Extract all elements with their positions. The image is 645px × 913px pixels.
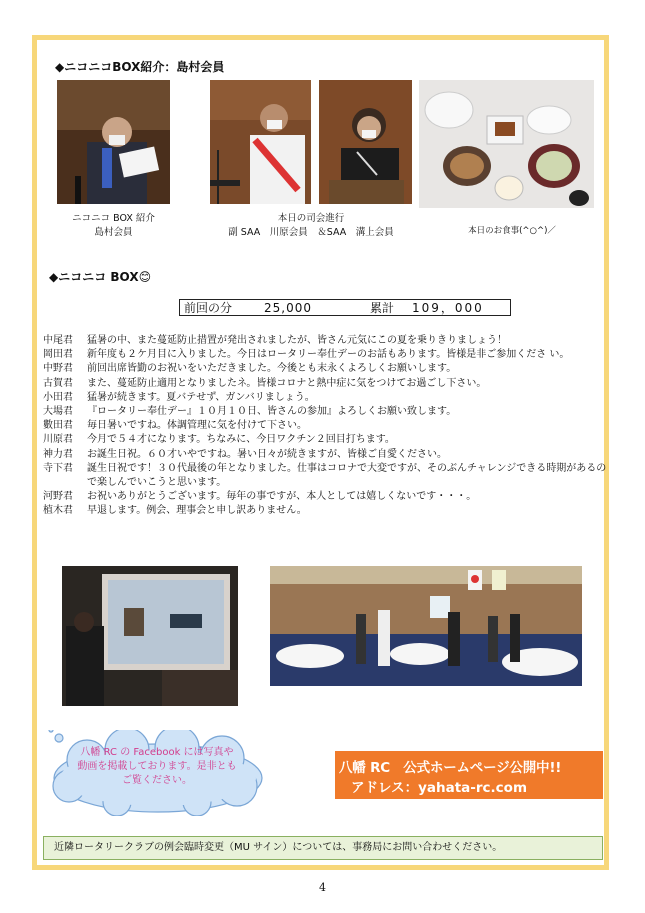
entry-name: 神力君 bbox=[43, 448, 73, 460]
list-item bbox=[43, 419, 608, 433]
entry-name: 寺下君 bbox=[43, 462, 73, 474]
totals-cum-label: 累計 bbox=[370, 301, 395, 315]
entry-text: 早退します。例会、理事会と申し訳ありません。 bbox=[87, 505, 307, 517]
entry-text: 猛暑の中、また蔓延防止措置が発出されましたが、皆さん元気にこの夏を乗りきりましょう！ bbox=[87, 335, 507, 346]
list-item bbox=[43, 348, 608, 362]
entry-name: 數田君 bbox=[43, 420, 73, 432]
list-item bbox=[43, 490, 608, 504]
notice-bar: 近隣ロータリークラブの例会臨時変更（MU サイン）については、事務局にお問い合わせください。 bbox=[43, 836, 603, 860]
photo-mc-mizokami bbox=[319, 80, 412, 204]
list-item bbox=[43, 362, 608, 376]
caption-right: 本日のお食事(^○^)／ bbox=[468, 226, 556, 236]
photo-mc-kawahara bbox=[210, 80, 311, 204]
section1-title: ◆ニコニコBOX紹介：島村会員 bbox=[55, 60, 225, 74]
entry-name: 中尾君 bbox=[43, 335, 73, 346]
totals-prev-value: 25,000 bbox=[264, 301, 312, 315]
caption-mid bbox=[197, 212, 425, 240]
photo-speaker-shimamura bbox=[57, 80, 170, 204]
entry-text: 新年度も２ケ月目に入りました。今日はロータリー奉仕デーのお話もあります。皆様是非ご参加くださ い。 bbox=[87, 349, 570, 361]
entry-text: 誕生日祝です！３０代最後の年となりました。仕事はコロナで大変ですが、そのぶんチャレンジできる時期があるので楽しんでいこうと思います。 bbox=[87, 462, 607, 489]
list-item bbox=[43, 377, 608, 391]
entry-text: お祝いありがとうございます。毎年の事ですが、本人としては嬉しくないです・・・。 bbox=[87, 491, 477, 503]
entry-text: また、蔓延防止適用となりましたネ。皆様コロナと熱中症に気をつけてお過ごし下さい。 bbox=[87, 377, 487, 389]
caption-left-line1: ニコニコ BOX 紹介 bbox=[72, 213, 155, 224]
entry-name: 中野君 bbox=[43, 363, 73, 375]
page-frame bbox=[32, 35, 609, 870]
list-item bbox=[43, 334, 608, 348]
entry-name: 小田君 bbox=[43, 391, 73, 403]
entry-text: 今月で５４才になります。ちなみに、今日ワクチン２回目打ちます。 bbox=[87, 434, 395, 446]
list-item bbox=[43, 448, 608, 462]
page-number: 4 bbox=[319, 881, 326, 894]
entry-text: 毎日暑いですね。体調管理に気を付けて下さい。 bbox=[87, 420, 307, 432]
caption-mid-line2: 副 SAA 川原会員 ＆SAA 溝上会員 bbox=[228, 227, 394, 238]
entry-text: 猛暑が続きます。夏バテせず、ガンバリましょう。 bbox=[87, 391, 315, 403]
entry-name: 河野君 bbox=[43, 491, 73, 503]
entry-name: 岡田君 bbox=[43, 349, 73, 361]
totals-prev-label: 前回の分 bbox=[184, 301, 233, 315]
entry-text: 『ロータリー奉仕デー』１０月１０日、皆さんの参加』よろしくお願い致します。 bbox=[87, 406, 457, 418]
entry-text: 前回出席皆勤のお祝いをいただきました。今後とも末永くよろしくお願いします。 bbox=[87, 363, 457, 375]
homepage-line1: 八幡 RC 公式ホームページ公開中!! bbox=[339, 760, 562, 776]
caption-left-line2: 島村会員 bbox=[94, 227, 133, 238]
entry-name: 川原君 bbox=[43, 434, 73, 446]
photo-banquet-hall bbox=[270, 566, 582, 686]
entry-name: 大場君 bbox=[43, 406, 73, 418]
list-item bbox=[43, 391, 608, 405]
list-item bbox=[43, 405, 608, 419]
entry-name: 古賀君 bbox=[43, 377, 73, 389]
photo-screen-presentation bbox=[62, 566, 238, 706]
nikoniko-entries bbox=[43, 334, 608, 519]
homepage-banner[interactable] bbox=[335, 751, 603, 799]
entry-text: お誕生日祝。６０才いやですね。暑い日々が続きますが、皆様ご自愛ください。 bbox=[87, 448, 447, 460]
caption-left bbox=[57, 212, 170, 240]
entry-name: 植木君 bbox=[43, 505, 73, 517]
facebook-note: 八幡 RC の Facebook には写真や動画を掲載しております。是非ともご覧ください。 bbox=[77, 747, 237, 786]
caption-mid-line1: 本日の司会進行 bbox=[277, 213, 345, 224]
list-item bbox=[43, 433, 608, 447]
photo-meal bbox=[419, 80, 594, 208]
section2-title: ◆ニコニコ BOX😊 bbox=[49, 270, 152, 284]
homepage-address[interactable]: アドレス：yahata-rc.com bbox=[351, 780, 528, 796]
list-item bbox=[43, 462, 608, 490]
list-item bbox=[43, 504, 608, 518]
totals-cum-value: 109，000 bbox=[412, 301, 484, 315]
nikoniko-totals-box bbox=[179, 299, 511, 316]
